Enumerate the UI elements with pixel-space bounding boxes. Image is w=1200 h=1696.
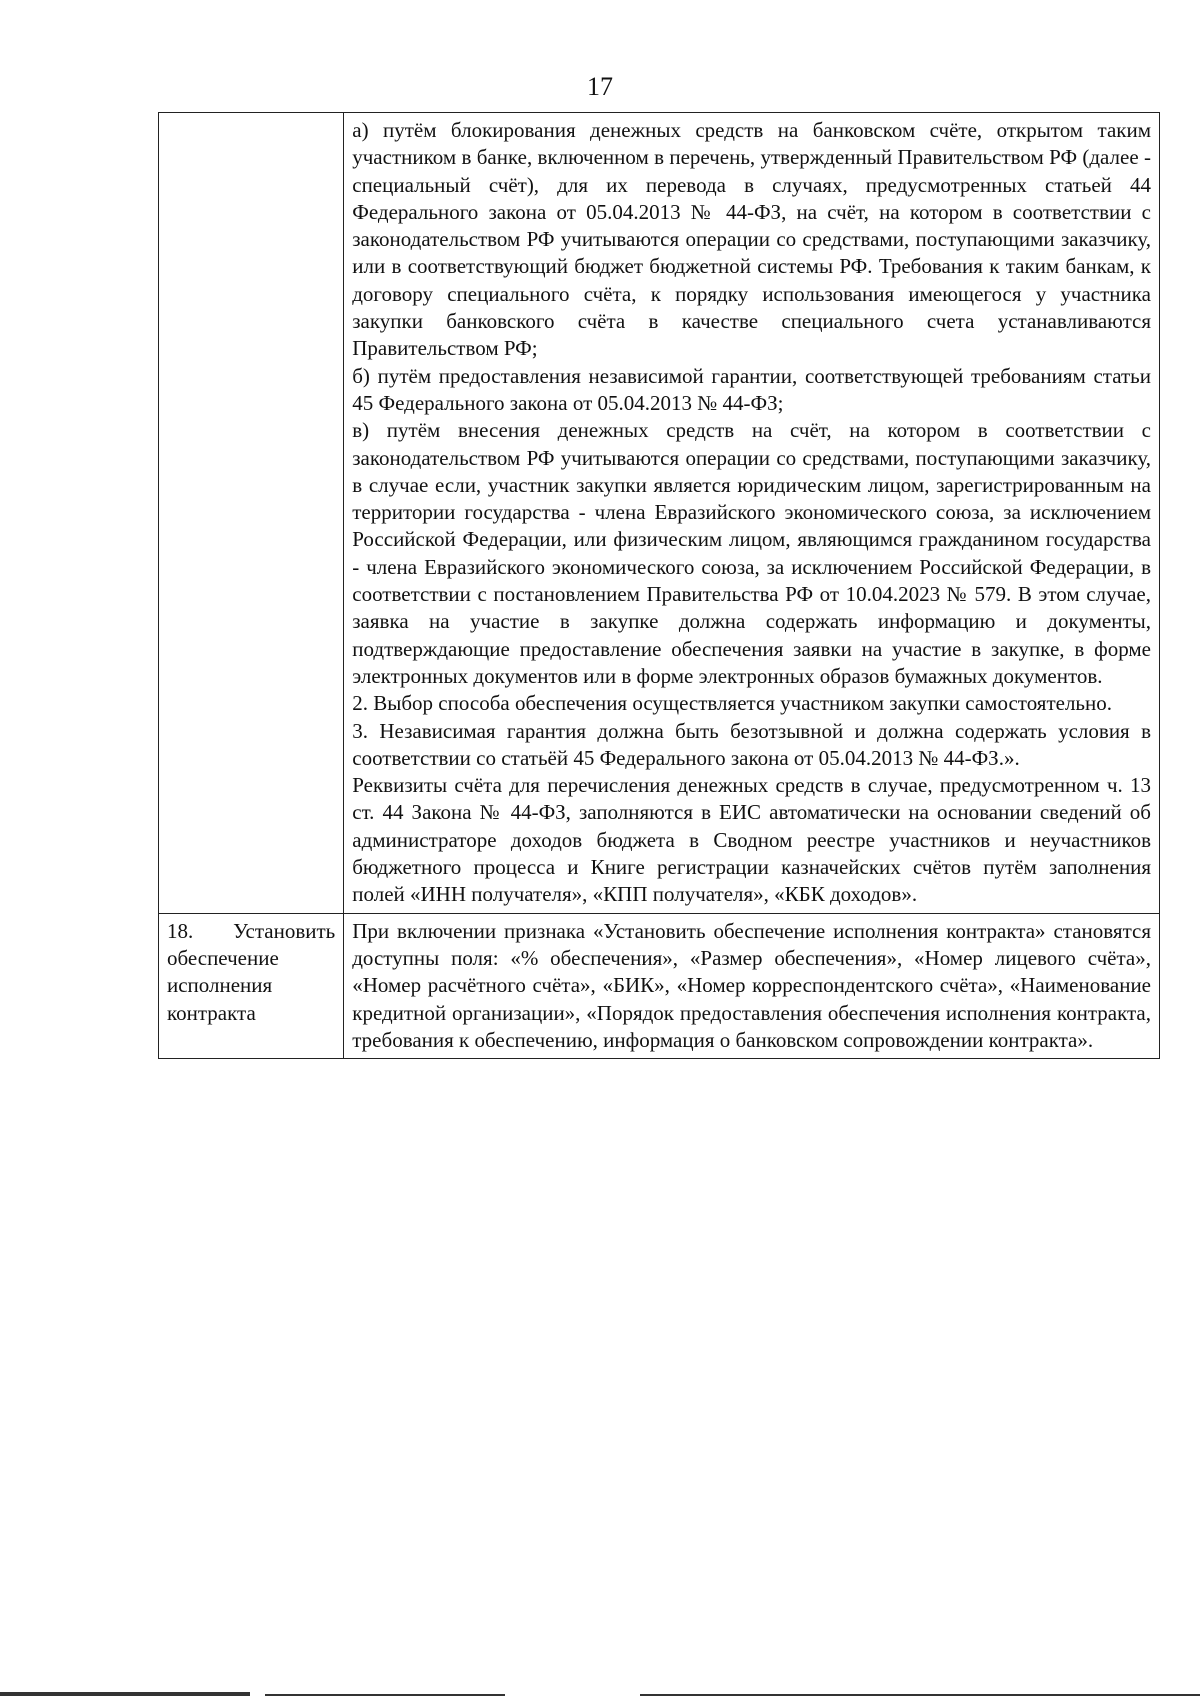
table-cell-label: [159, 913, 344, 1058]
paragraph-option-b: б) путём предоставления независимой гарантии, соответствующей требованиям статьи 45 Федерального закона от 05.04.2013 № 44-ФЗ;: [352, 363, 1151, 415]
paragraph-account-details: Реквизиты счёта для перечисления денежных средств в случае, предусмотренном ч. 13 ст. 44 Закона № 44-ФЗ, заполняются в ЕИС автоматически на основании сведений об администраторе доходов бюджета в Сводном реестре участников и неучастников бюджетного процесса и Книге регистрации казначейских счётов путём заполнения полей «ИНН получателя», «КПП получателя», «КБК доходов».: [352, 773, 1151, 907]
table-row-continuation: [159, 113, 1160, 914]
row-title-word-1: Установить: [233, 918, 336, 943]
table-cell-content: [344, 913, 1160, 1058]
row-title-word-4: контракта: [167, 1000, 256, 1025]
row-label-first-line: [167, 918, 335, 945]
table-cell-content: [344, 113, 1160, 914]
row-title-word-2: обеспечение: [167, 945, 279, 970]
paragraph-item-3: 3. Независимая гарантия должна быть безотзывной и должна содержать условия в соответствии со статьёй 45 Федерального закона от 05.04.2013 № 44-ФЗ.».: [352, 718, 1151, 770]
paragraph-option-c: в) путём внесения денежных средств на счёт, на котором в соответствии с законодательством РФ учитываются операции со средствами, поступающими заказчику, в случае если, участник закупки является юридическим лицом, зарегистрированным на территории государства - члена Евразийского экономического союза, за исключением Российской Федерации, или физическим лицом, являющимся гражданином государства - члена Евразийского экономического союза, за исключением Российской Федерации, в соответствии с постановлением Правительства РФ от 10.04.2023 № 579. В этом случае, заявка на участие в закупке должна содержать информацию и документы, подтверждающие предоставление обеспечения заявки на участие в закупке, в форме электронных документов или в форме электронных образов бумажных документов.: [352, 418, 1151, 688]
document-table: [158, 112, 1160, 1059]
scan-edge-mark: [0, 1692, 250, 1696]
paragraph-option-a: а) путём блокирования денежных средств на банковском счёте, открытом таким участником в банке, включенном в перечень, утвержденный Правительством РФ (далее - специальный счёт), для их перевода в случаях, предусмотренных статьей 44 Федерального закона от 05.04.2013 № 44-ФЗ, на счёт, на котором в соответствии с законодательством РФ учитываются операции со средствами, поступающими заказчику, или в соответствующий бюджет бюджетной системы РФ. Требования к таким банкам, к договору специального счёта, к порядку использования имеющегося у участника закупки банковского счёта в качестве специального счета устанавливаются Правительством РФ;: [352, 118, 1151, 361]
page-number: 17: [587, 72, 613, 101]
paragraph-row-18: При включении признака «Установить обеспечение исполнения контракта» становятся доступны поля: «% обеспечения», «Размер обеспечения», «Номер лицевого счёта», «Номер расчётного счёта», «БИК», «Номер корреспондентского счёта», «Наименование кредитной организации», «Порядок предоставления обеспечения исполнения контракта, требования к обеспечению, информация о банковском сопровождении контракта».: [352, 918, 1151, 1052]
table-row-18: [159, 913, 1160, 1058]
row-title-word-3: исполнения: [167, 973, 273, 998]
table-cell-label-empty: [159, 113, 344, 914]
paragraph-item-2: 2. Выбор способа обеспечения осуществляется участником закупки самостоятельно.: [352, 691, 1112, 716]
row-number: 18.: [167, 918, 194, 943]
